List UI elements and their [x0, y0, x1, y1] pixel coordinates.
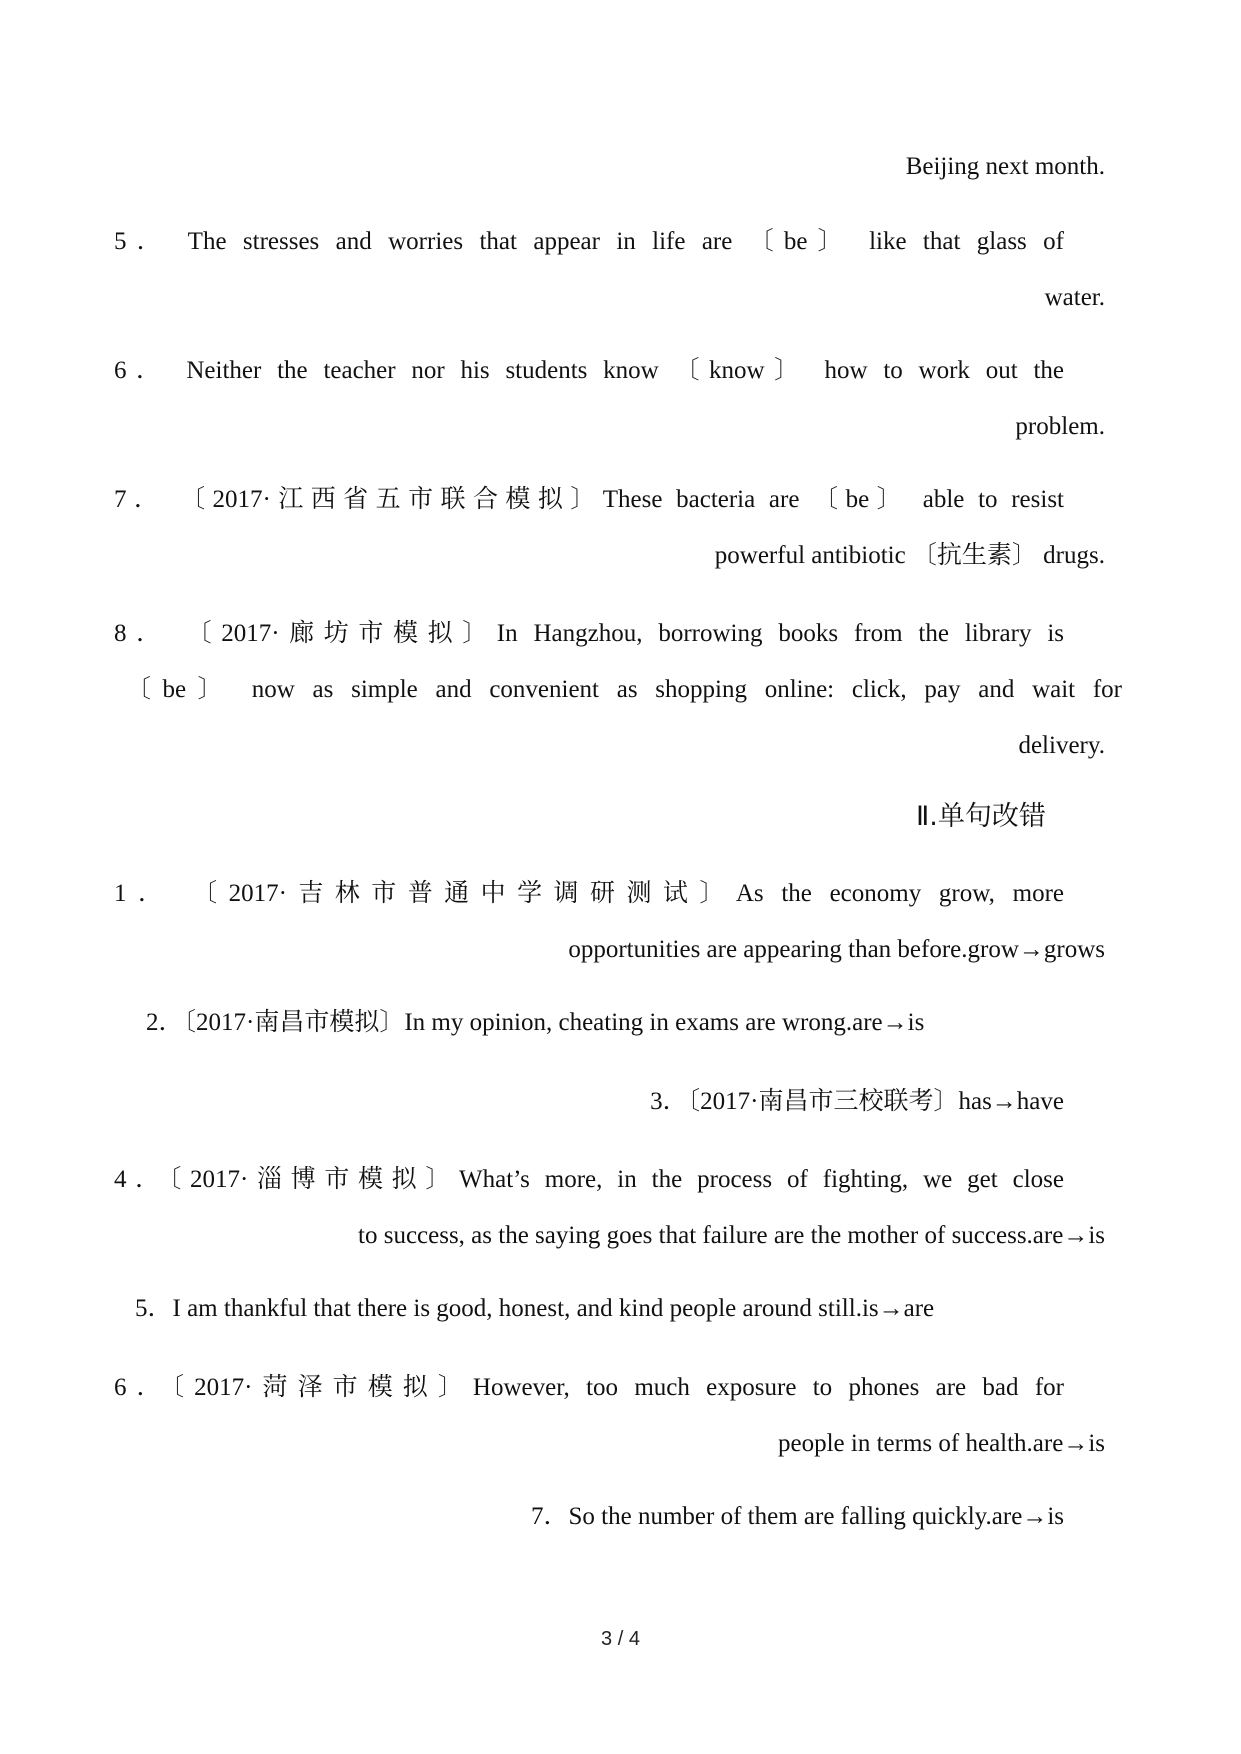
page-number: 3 / 4: [601, 1628, 640, 1650]
correction-2: 2．〔2017·南昌市模拟〕In my opinion, cheating in exams are wrong.are→is: [146, 1009, 925, 1036]
correction-7: 7．So the number of them are falling quickly.are→is: [531, 1503, 1064, 1530]
question-5: 5． The stresses and worries that appear in life are 〔be〕 like that glass of: [114, 228, 1064, 255]
correction-6: 6．〔2017·菏泽市模拟〕However, too much exposure to phones are bad for: [114, 1374, 1064, 1401]
correction-3: 3．〔2017·南昌市三校联考〕has→have: [650, 1088, 1064, 1115]
text-line: delivery.: [1018, 732, 1105, 759]
text-line: people in terms of health.are→is: [778, 1430, 1105, 1457]
section-heading: Ⅱ.单句改错: [916, 801, 1046, 832]
text-line: 〔be〕 now as simple and convenient as shopping online: click, pay and wait for: [126, 676, 1122, 703]
text-line: Beijing next month.: [905, 153, 1105, 180]
text-line: opportunities are appearing than before.grow→grows: [568, 936, 1105, 963]
correction-4: 4．〔2017·淄博市模拟〕What’s more, in the process of fighting, we get close: [114, 1166, 1064, 1193]
correction-1: 1． 〔2017·吉林市普通中学调研测试〕As the economy grow, more: [114, 880, 1064, 907]
question-6: 6． Neither the teacher nor his students know 〔know〕 how to work out the: [114, 357, 1064, 384]
question-8: 8． 〔2017·廊坊市模拟〕In Hangzhou, borrowing books from the library is: [114, 620, 1064, 647]
text-line: powerful antibiotic 〔抗生素〕 drugs.: [714, 542, 1105, 569]
question-7: 7． 〔2017·江西省五市联合模拟〕These bacteria are 〔be〕 able to resist: [114, 486, 1064, 513]
text-line: problem.: [1015, 413, 1105, 440]
text-line: water.: [1044, 284, 1105, 311]
correction-5: 5．I am thankful that there is good, honest, and kind people around still.is→are: [135, 1295, 935, 1322]
text-line: to success, as the saying goes that failure are the mother of success.are→is: [358, 1222, 1105, 1249]
